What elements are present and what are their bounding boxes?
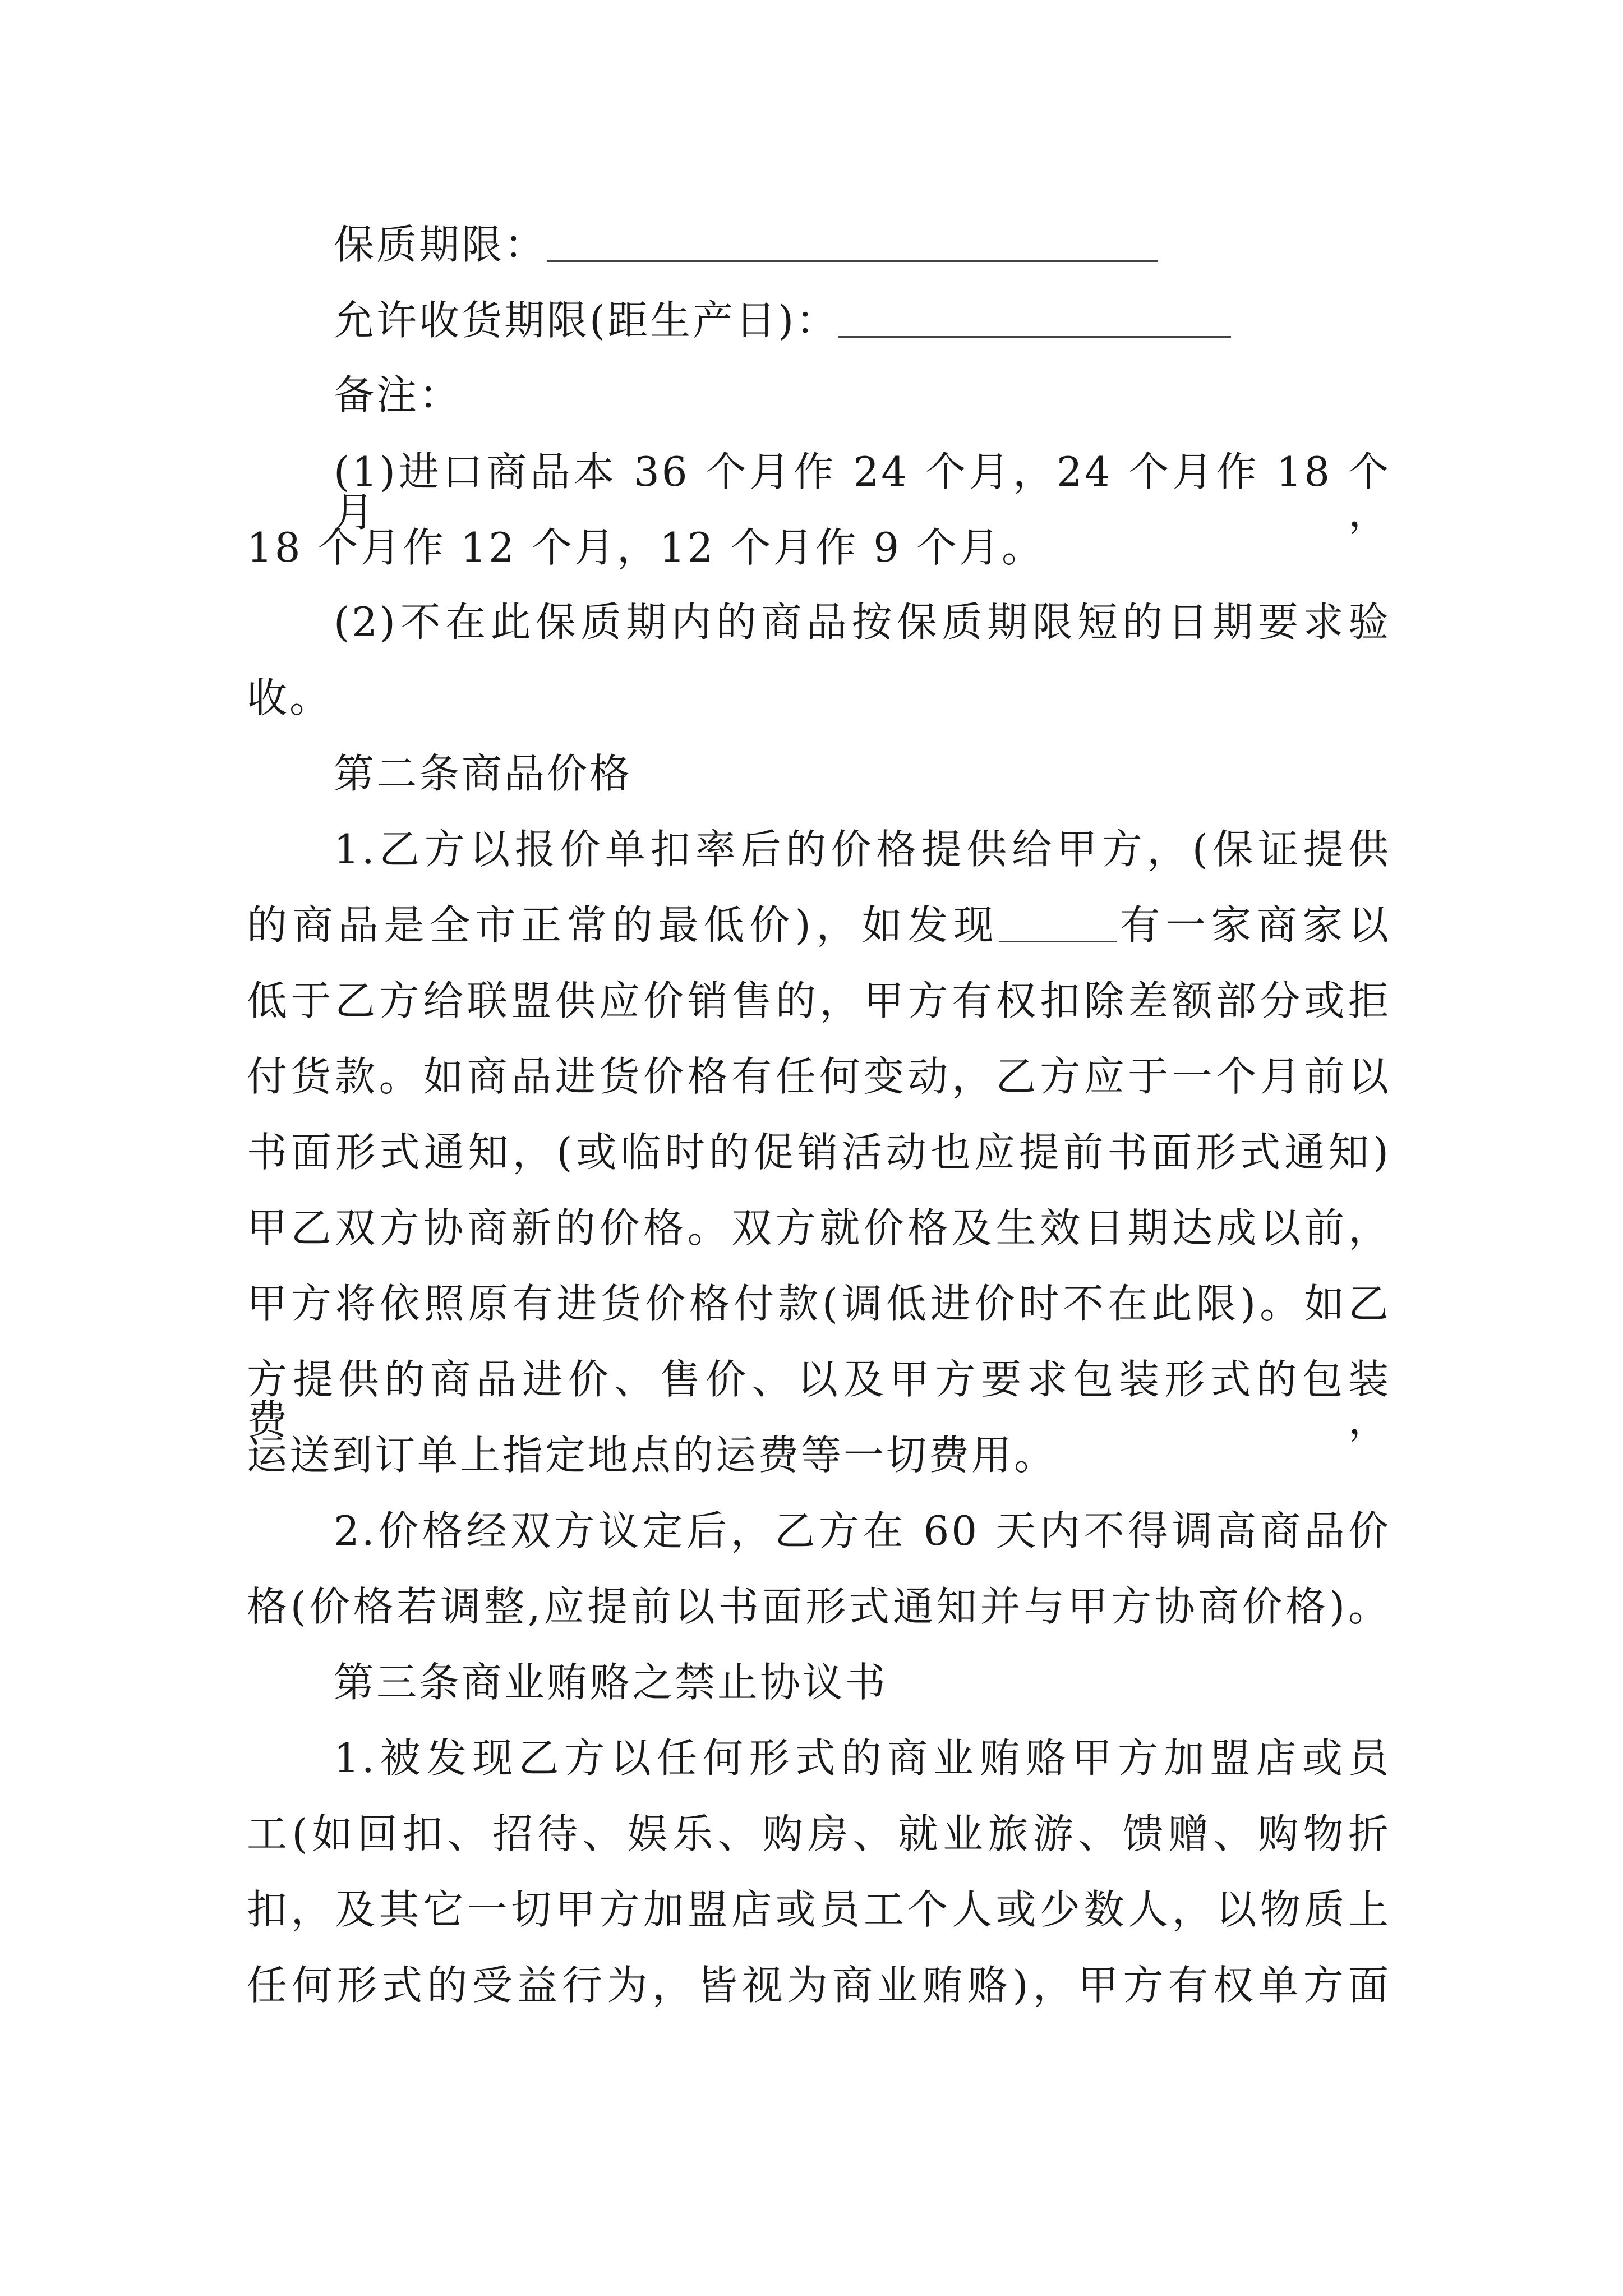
paragraph-line: (2)不在此保质期内的商品按保质期限短的日期要求验 xyxy=(334,599,1391,646)
paragraph-line: 方提供的商品进价、售价、以及甲方要求包装形式的包装费， xyxy=(247,1356,1391,1443)
receiving-period-label: 允许收货期限(距生产日)： xyxy=(334,297,839,344)
paragraph-line: (1)进口商品本 36 个月作 24 个月，24 个月作 18 个月， xyxy=(334,448,1391,536)
paragraph-line-with-blank xyxy=(247,901,1391,949)
receiving-period-blank xyxy=(838,336,1231,338)
paragraph-line: 18 个月作 12 个月，12 个月作 9 个月。 xyxy=(247,524,1044,571)
paragraph-line: 书面形式通知，(或临时的促销活动也应提前书面形式通知) xyxy=(247,1129,1391,1176)
shelf-life-label: 保质期限： xyxy=(334,221,547,268)
paragraph-line: 格(价格若调整,应提前以书面形式通知并与甲方协商价格)。 xyxy=(247,1583,1391,1630)
text-segment: 的商品是全市正常的最低价)，如发现 xyxy=(247,901,999,949)
section-heading: 第二条商品价格 xyxy=(334,750,633,797)
shelf-life-blank xyxy=(547,260,1158,262)
paragraph-line: 1.被发现乙方以任何形式的商业贿赂甲方加盟店或员 xyxy=(334,1734,1391,1782)
paragraph-line: 运送到订单上指定地点的运费等一切费用。 xyxy=(247,1432,1057,1479)
paragraph-line: 低于乙方给联盟供应价销售的，甲方有权扣除差额部分或拒 xyxy=(247,977,1391,1024)
paragraph-line: 扣，及其它一切甲方加盟店或员工个人或少数人，以物质上 xyxy=(247,1886,1391,1933)
paragraph-line: 甲乙双方协商新的价格。双方就价格及生效日期达成以前， xyxy=(247,1204,1391,1251)
paragraph-line: 2.价格经双方议定后，乙方在 60 天内不得调高商品价 xyxy=(334,1507,1391,1554)
fill-in-blank xyxy=(999,941,1117,942)
paragraph-line: 任何形式的受益行为，皆视为商业贿赂)，甲方有权单方面 xyxy=(247,1962,1391,2009)
paragraph-line: 甲方将依照原有进货价格付款(调低进价时不在此限)。如乙 xyxy=(247,1280,1391,1327)
receiving-period-field xyxy=(334,297,1391,344)
paragraph-line: 工(如回扣、招待、娱乐、购房、就业旅游、馈赠、购物折 xyxy=(247,1810,1391,1857)
paragraph-line: 收。 xyxy=(247,674,333,721)
section-heading: 第三条商业贿赂之禁止协议书 xyxy=(334,1659,888,1706)
paragraph-line: 付货款。如商品进货价格有任何变动，乙方应于一个月前以 xyxy=(247,1053,1391,1100)
text-segment: 有一家商家以 xyxy=(1117,901,1391,949)
paragraph-line: 1.乙方以报价单扣率后的价格提供给甲方，(保证提供 xyxy=(334,826,1391,873)
remarks-label: 备注： xyxy=(334,371,462,418)
shelf-life-field xyxy=(334,221,1391,268)
